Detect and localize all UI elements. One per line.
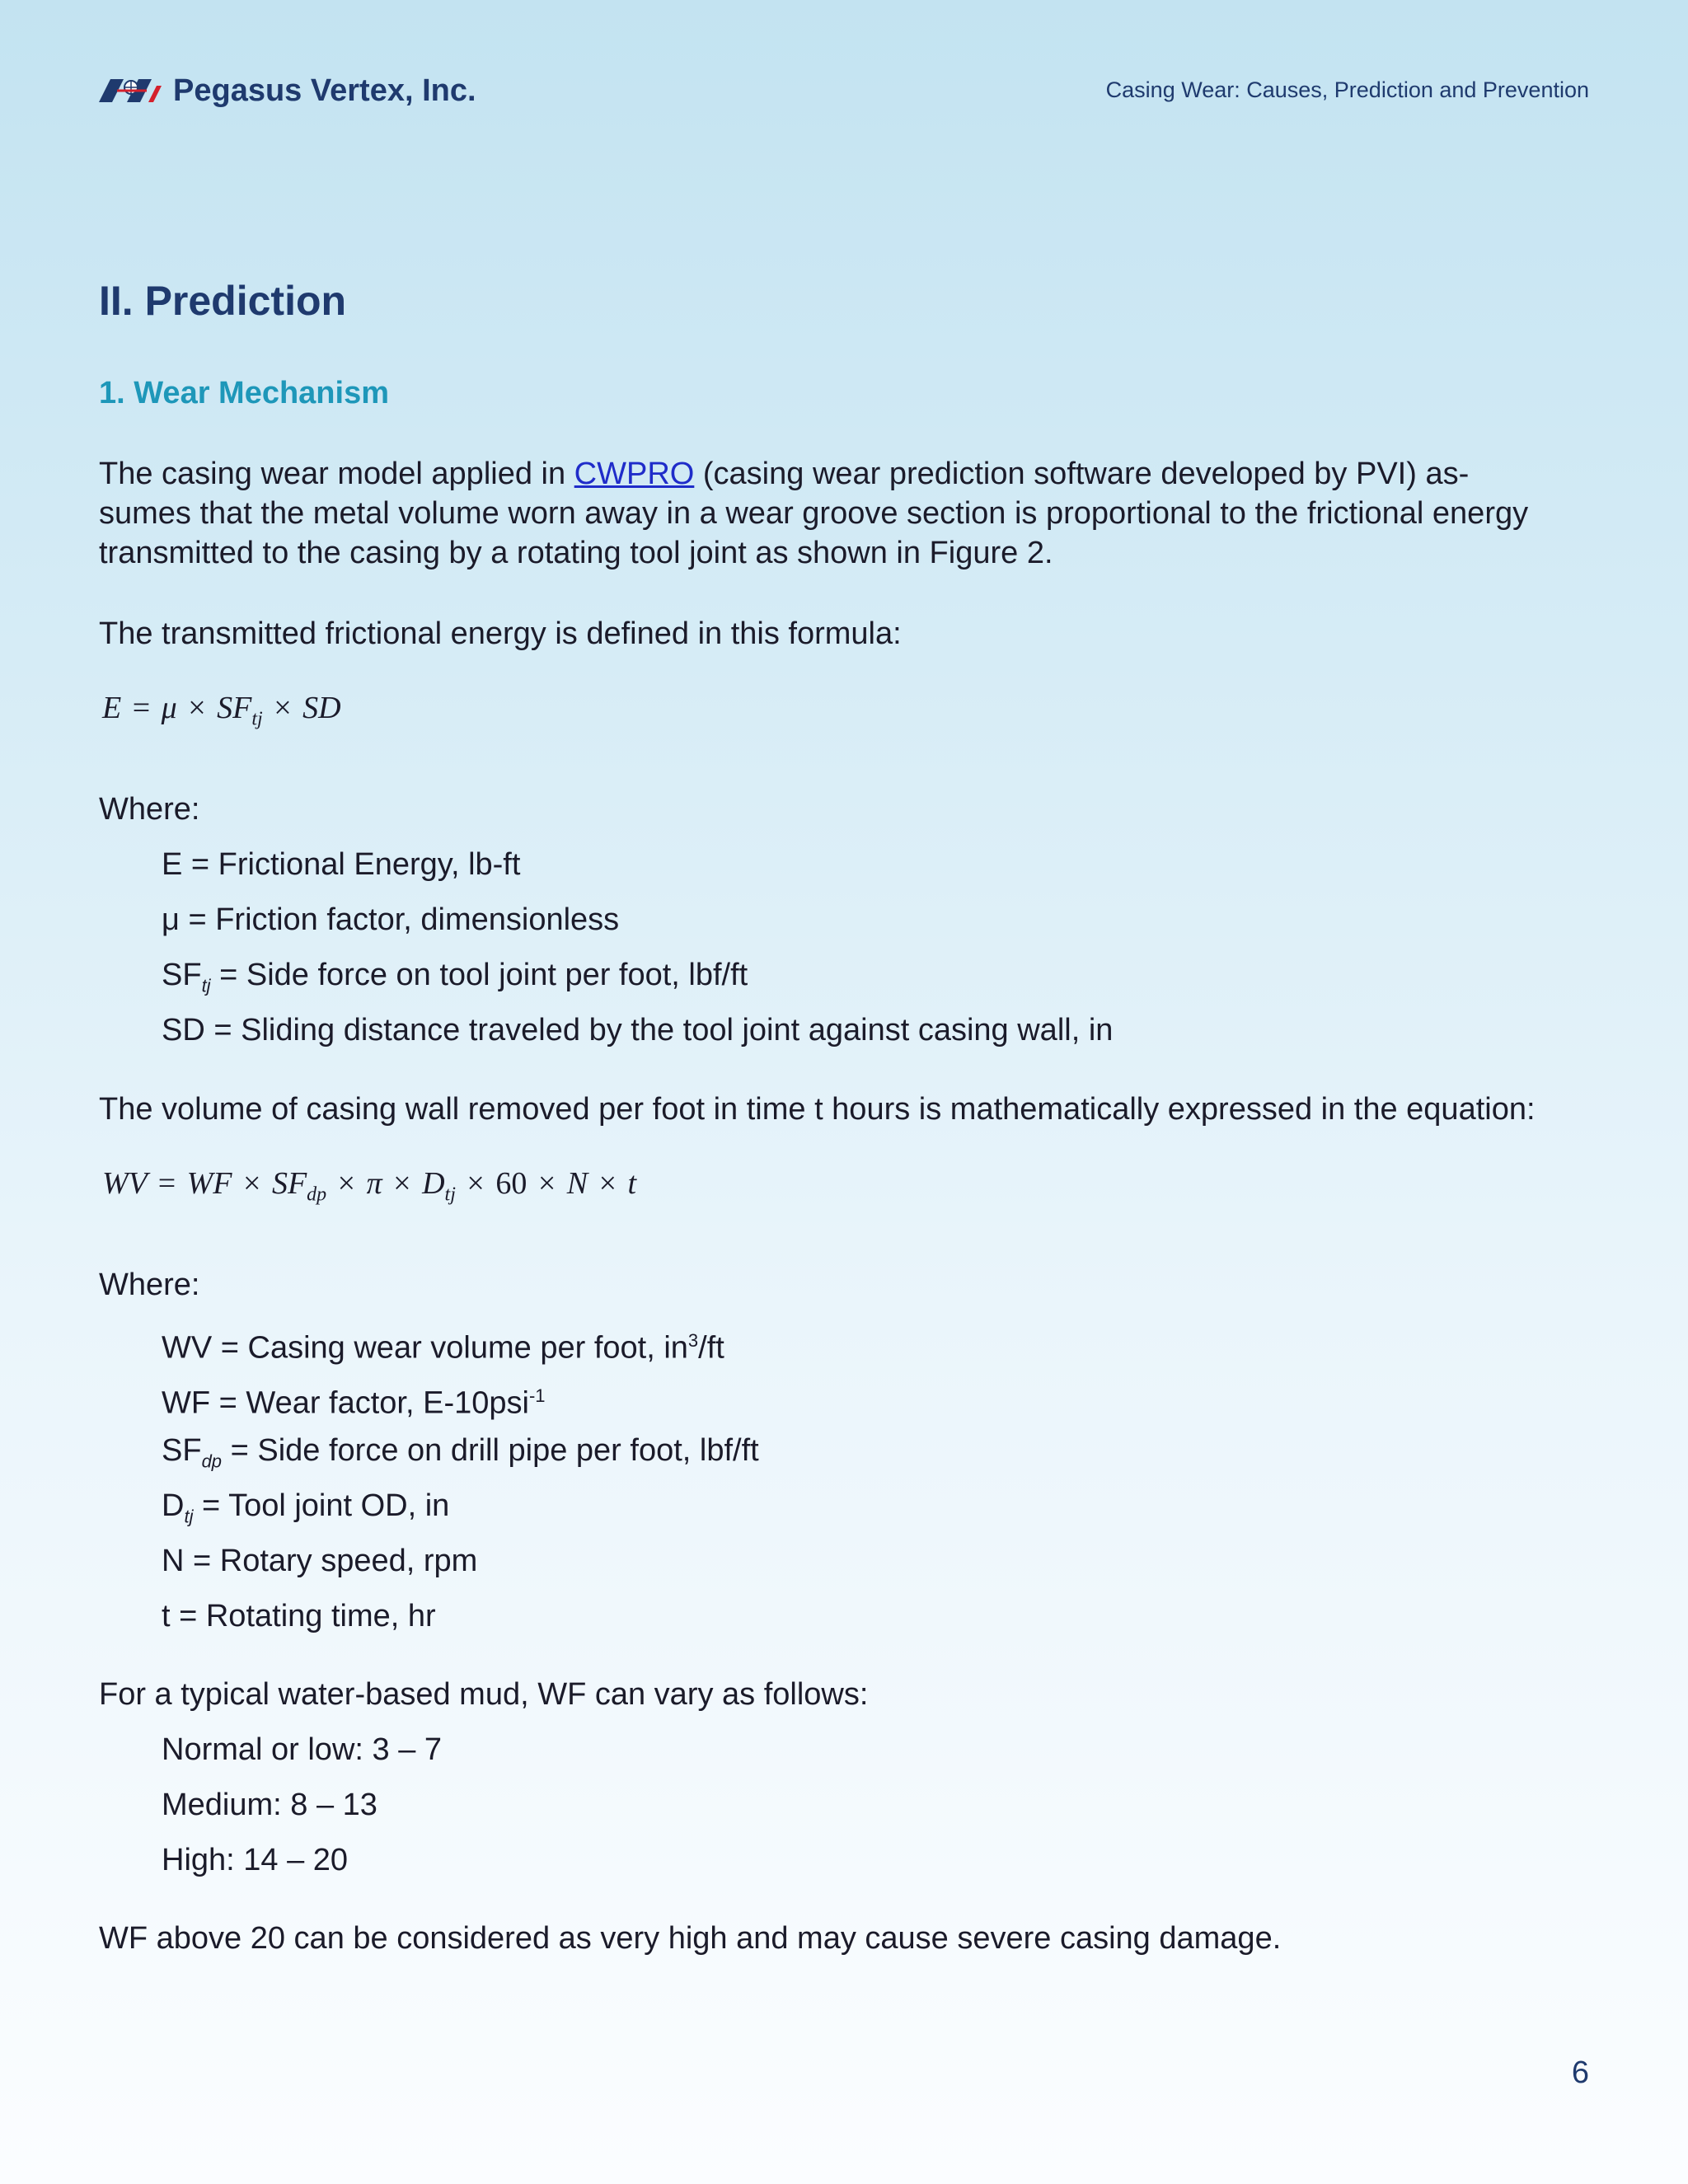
energy-intro-text: The transmitted frictional energy is defined in this formula: xyxy=(99,616,902,651)
wear-volume-formula xyxy=(102,1165,636,1207)
definition-item xyxy=(162,1479,759,1534)
formula-operator: × xyxy=(393,1166,411,1201)
volume-definitions-list xyxy=(162,1313,759,1644)
definition-symbol: SF xyxy=(162,1433,202,1468)
frictional-energy-formula xyxy=(102,690,341,731)
formula-term: SD xyxy=(302,691,341,725)
volume-intro-text: The volume of casing wall removed per foot in time t hours is mathematically expressed in the equation: xyxy=(99,1092,1536,1127)
formula-operator: × xyxy=(337,1166,356,1201)
wf-ranges-list xyxy=(162,1722,442,1888)
formula-term: t xyxy=(627,1166,637,1201)
definition-item xyxy=(162,1589,759,1644)
formula-operator: = xyxy=(157,1166,176,1201)
definition-item xyxy=(162,1534,759,1589)
formula-operator: × xyxy=(537,1166,556,1201)
definition-text: = Frictional Energy, lb-ft xyxy=(182,847,521,882)
formula-symbol: SF xyxy=(271,1166,307,1201)
formula-subscript: tj xyxy=(444,1183,456,1206)
definition-text: = Casing wear volume per foot, in xyxy=(212,1330,688,1366)
formula-term: WV xyxy=(102,1166,148,1201)
definition-text: = Rotary speed, rpm xyxy=(184,1544,478,1578)
definition-item xyxy=(162,948,1113,1003)
definition-symbol: SD xyxy=(162,1013,205,1047)
intro-text-line3: transmitted to the casing by a rotating tool joint as shown in Figure 2. xyxy=(99,536,1053,570)
brand xyxy=(99,69,476,112)
definition-symbol: WF xyxy=(162,1385,211,1421)
intro-text-line1: (casing wear prediction software developed by PVI) as- xyxy=(694,457,1470,491)
definition-item xyxy=(162,1313,759,1368)
formula-term: WF xyxy=(186,1166,232,1201)
closing-text: WF above 20 can be considered as very high and may cause severe casing damage. xyxy=(99,1921,1282,1956)
definition-item xyxy=(162,1003,1113,1058)
where-label: Where: xyxy=(99,792,200,827)
definition-symbol: E xyxy=(162,847,183,882)
subsection-title: 1. Wear Mechanism xyxy=(99,376,390,410)
formula-term: N xyxy=(566,1166,588,1201)
where-label: Where: xyxy=(99,1268,200,1302)
intro-text-start: The casing wear model applied in xyxy=(99,457,574,491)
definition-text: = Side force on drill pipe per foot, lbf/ft xyxy=(222,1433,759,1468)
definition-symbol: μ xyxy=(162,902,180,937)
page-header xyxy=(99,69,1589,112)
page-number: 6 xyxy=(1571,2055,1589,2090)
formula-term xyxy=(217,691,263,730)
definition-subscript: dp xyxy=(201,1451,223,1472)
definition-text: = Friction factor, dimensionless xyxy=(179,902,620,937)
formula-operator: × xyxy=(598,1166,617,1201)
energy-definitions-list xyxy=(162,837,1113,1058)
formula-operator: × xyxy=(274,691,292,725)
definition-tail: /ft xyxy=(698,1330,724,1366)
definition-symbol: D xyxy=(162,1488,185,1523)
cwpro-link[interactable]: CWPRO xyxy=(574,457,695,491)
definition-item xyxy=(162,1368,759,1423)
formula-term xyxy=(271,1166,327,1206)
document-title: Casing Wear: Causes, Prediction and Prevention xyxy=(1105,77,1589,102)
definition-symbol: t xyxy=(162,1599,171,1633)
intro-paragraph xyxy=(99,454,1624,573)
formula-symbol: D xyxy=(422,1166,445,1201)
definition-superscript: -1 xyxy=(528,1385,546,1406)
definition-text: = Sliding distance traveled by the tool joint against casing wall, in xyxy=(204,1013,1114,1047)
definition-symbol: N xyxy=(162,1544,185,1578)
company-logo-icon xyxy=(99,77,162,104)
definition-text: = Tool joint OD, in xyxy=(193,1488,450,1523)
definition-symbol: SF xyxy=(162,958,202,992)
formula-term: μ xyxy=(161,691,177,725)
wf-intro-text: For a typical water-based mud, WF can vary as follows: xyxy=(99,1677,869,1712)
formula-term: π xyxy=(366,1166,382,1201)
definition-text: = Wear factor, E-10psi xyxy=(210,1385,529,1421)
definition-symbol: WV xyxy=(162,1330,213,1366)
formula-operator: = xyxy=(132,691,151,725)
wf-range-item: Medium: 8 – 13 xyxy=(162,1788,377,1822)
formula-operator: × xyxy=(467,1166,485,1201)
formula-subscript: dp xyxy=(307,1183,327,1206)
definition-subscript: tj xyxy=(201,975,211,996)
definition-item xyxy=(162,893,1113,948)
formula-subscript: tj xyxy=(251,708,263,730)
definition-item xyxy=(162,837,1113,893)
wf-range-item: Normal or low: 3 – 7 xyxy=(162,1732,443,1767)
intro-text-line2: sumes that the metal volume worn away in a wear groove section is proportional to the frictional energy xyxy=(99,496,1529,531)
definition-text: = Rotating time, hr xyxy=(170,1599,436,1633)
definition-item xyxy=(162,1423,759,1479)
brand-name: Pegasus Vertex, Inc. xyxy=(173,73,476,108)
section-title: II. Prediction xyxy=(99,278,347,324)
formula-term: E xyxy=(102,691,122,725)
wf-range-item: High: 14 – 20 xyxy=(162,1843,349,1877)
definition-text: = Side force on tool joint per foot, lbf/ft xyxy=(210,958,748,992)
formula-operator: × xyxy=(188,691,206,725)
formula-term xyxy=(422,1166,456,1206)
formula-term: 60 xyxy=(495,1166,528,1201)
definition-superscript: 3 xyxy=(687,1330,699,1351)
formula-operator: × xyxy=(243,1166,261,1201)
definition-subscript: tj xyxy=(184,1506,194,1527)
formula-symbol: SF xyxy=(217,691,252,725)
